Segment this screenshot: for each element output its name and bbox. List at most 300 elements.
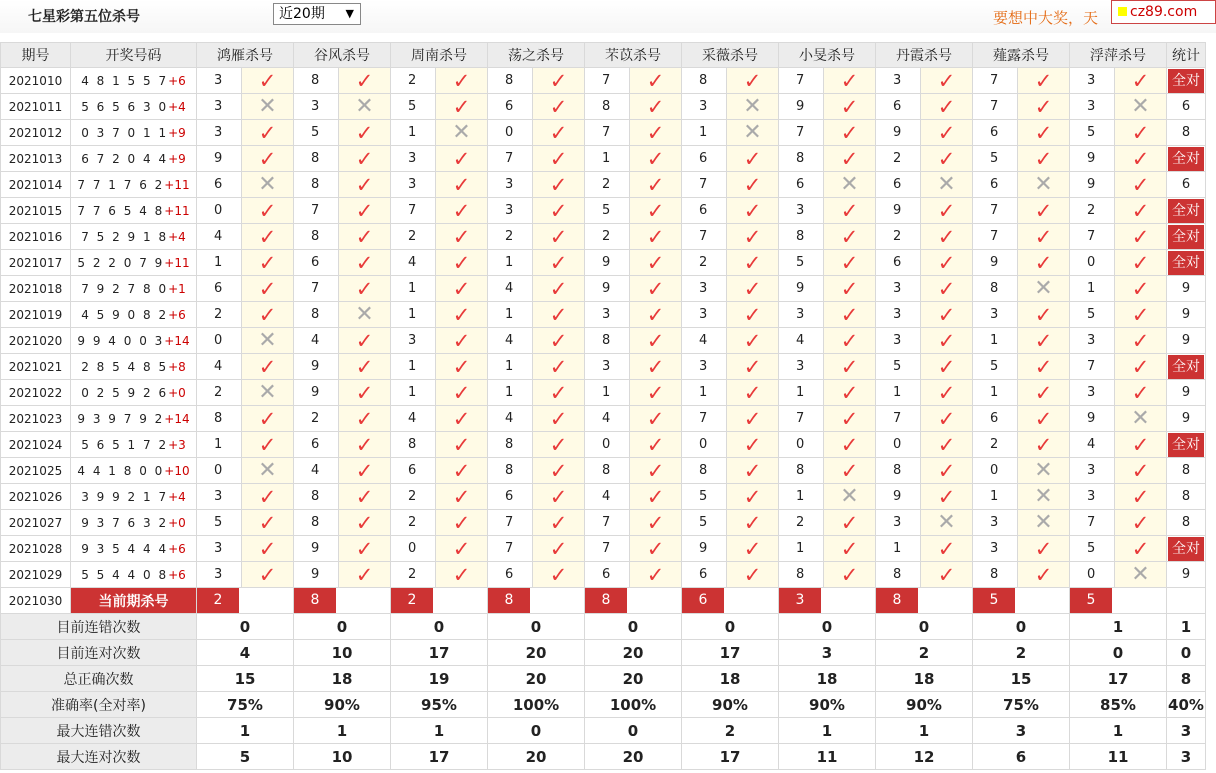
check-icon: ✓ xyxy=(355,328,374,353)
kill-number: 2 xyxy=(197,302,242,328)
summary-value: 100% xyxy=(488,692,585,718)
kill-number: 2 xyxy=(1070,198,1115,224)
kill-number: 3 xyxy=(197,536,242,562)
current-kill-number: 8 xyxy=(585,588,627,613)
result-cell xyxy=(630,562,682,588)
stat-cell xyxy=(1167,562,1206,588)
kill-number: 7 xyxy=(973,198,1018,224)
summary-label: 最大连对次数 xyxy=(1,744,197,770)
result-cell xyxy=(436,458,488,484)
result-cell xyxy=(339,510,391,536)
draw-extra: +11 xyxy=(164,177,190,192)
kill-number: 3 xyxy=(391,146,436,172)
stat-cell xyxy=(1167,536,1206,562)
result-cell xyxy=(727,484,779,510)
check-icon: ✓ xyxy=(1034,328,1053,353)
check-icon: ✓ xyxy=(1034,224,1053,249)
check-icon: ✓ xyxy=(1034,562,1053,587)
draw-extra: +11 xyxy=(164,255,190,270)
draw-extra: +14 xyxy=(164,411,190,426)
check-icon: ✓ xyxy=(937,68,956,93)
check-icon: ✓ xyxy=(646,250,665,275)
table-row xyxy=(1,510,1206,536)
kill-number: 0 xyxy=(488,120,533,146)
check-icon: ✓ xyxy=(743,276,762,301)
stat-cell xyxy=(1167,120,1206,146)
draw-digits: 3 9 9 2 1 7 xyxy=(81,489,169,504)
result-cell xyxy=(727,120,779,146)
current-label: 当前期杀号 xyxy=(71,588,197,614)
result-cell xyxy=(630,276,682,302)
current-kill-cell xyxy=(876,588,973,614)
correct-count: 8 xyxy=(1181,463,1191,478)
summary-label: 最大连错次数 xyxy=(1,718,197,744)
draw-digits: 5 6 5 6 3 0 xyxy=(81,99,169,114)
kill-number: 3 xyxy=(1070,68,1115,94)
result-cell xyxy=(533,406,585,432)
draw-digits: 7 9 2 7 8 0 xyxy=(81,281,169,296)
draw-extra: +4 xyxy=(168,489,186,504)
check-icon: ✓ xyxy=(452,562,471,587)
summary-value: 20 xyxy=(585,666,682,692)
draw-numbers xyxy=(71,224,197,250)
check-icon: ✓ xyxy=(549,250,568,275)
kill-number: 9 xyxy=(1070,172,1115,198)
check-icon: ✓ xyxy=(937,432,956,457)
check-icon: ✓ xyxy=(1131,510,1150,535)
period-select[interactable] xyxy=(273,3,361,25)
summary-value: 10 xyxy=(294,640,391,666)
result-cell xyxy=(436,354,488,380)
draw-numbers xyxy=(71,250,197,276)
result-cell xyxy=(533,380,585,406)
correct-count: 9 xyxy=(1181,411,1191,426)
kill-number: 5 xyxy=(682,510,727,536)
check-icon: ✓ xyxy=(646,432,665,457)
site-logo[interactable] xyxy=(1111,0,1216,24)
col-header-expert: 芣苡杀号 xyxy=(585,43,682,68)
kill-number: 2 xyxy=(973,432,1018,458)
kill-number: 1 xyxy=(876,536,921,562)
draw-numbers xyxy=(71,68,197,94)
summary-value: 0 xyxy=(294,614,391,640)
cross-icon: ✕ xyxy=(1131,562,1150,587)
check-icon: ✓ xyxy=(937,94,956,119)
draw-extra: +6 xyxy=(168,307,186,322)
draw-digits: 0 2 5 9 2 6 xyxy=(81,385,169,400)
summary-value: 75% xyxy=(973,692,1070,718)
check-icon: ✓ xyxy=(840,354,859,379)
kill-number: 7 xyxy=(294,276,339,302)
result-cell xyxy=(824,224,876,250)
correct-count: 8 xyxy=(1181,125,1191,140)
summary-value: 18 xyxy=(779,666,876,692)
current-kill-cell xyxy=(585,588,682,614)
summary-value: 2 xyxy=(876,640,973,666)
check-icon: ✓ xyxy=(646,406,665,431)
result-cell xyxy=(339,120,391,146)
correct-count: 6 xyxy=(1181,177,1191,192)
kill-number: 7 xyxy=(876,406,921,432)
issue-number: 2021014 xyxy=(1,172,71,198)
kill-number: 7 xyxy=(1070,354,1115,380)
result-cell xyxy=(242,276,294,302)
summary-row xyxy=(1,744,1206,770)
result-cell xyxy=(1115,276,1167,302)
summary-value: 90% xyxy=(779,692,876,718)
result-cell xyxy=(242,224,294,250)
draw-digits: 4 5 9 0 8 2 xyxy=(81,307,169,322)
kill-number: 7 xyxy=(488,510,533,536)
draw-numbers xyxy=(71,562,197,588)
kill-number: 7 xyxy=(294,198,339,224)
kill-number: 3 xyxy=(682,94,727,120)
check-icon: ✓ xyxy=(840,146,859,171)
current-stat-empty xyxy=(1167,588,1206,614)
check-icon: ✓ xyxy=(743,224,762,249)
check-icon: ✓ xyxy=(549,172,568,197)
col-header-expert: 荡之杀号 xyxy=(488,43,585,68)
check-icon: ✓ xyxy=(355,68,374,93)
draw-extra: +14 xyxy=(164,333,190,348)
check-icon: ✓ xyxy=(743,198,762,223)
kill-number: 3 xyxy=(1070,458,1115,484)
result-cell xyxy=(436,146,488,172)
result-cell xyxy=(630,432,682,458)
result-cell xyxy=(242,432,294,458)
current-kill-cell xyxy=(682,588,779,614)
table-row xyxy=(1,484,1206,510)
chevron-down-icon: ▼ xyxy=(345,7,354,20)
result-cell xyxy=(1018,94,1070,120)
check-icon: ✓ xyxy=(646,484,665,509)
result-cell xyxy=(1115,120,1167,146)
kill-number: 3 xyxy=(197,68,242,94)
result-cell xyxy=(339,250,391,276)
check-icon: ✓ xyxy=(1034,94,1053,119)
issue-number: 2021024 xyxy=(1,432,71,458)
issue-number: 2021018 xyxy=(1,276,71,302)
table-row xyxy=(1,198,1206,224)
check-icon: ✓ xyxy=(258,432,277,457)
check-icon: ✓ xyxy=(1131,172,1150,197)
kill-number: 3 xyxy=(682,302,727,328)
result-cell xyxy=(630,328,682,354)
result-cell xyxy=(533,146,585,172)
table-row xyxy=(1,354,1206,380)
kill-number: 8 xyxy=(876,562,921,588)
draw-numbers xyxy=(71,354,197,380)
kill-number: 6 xyxy=(876,250,921,276)
result-cell xyxy=(242,562,294,588)
result-cell xyxy=(1018,510,1070,536)
kill-number: 5 xyxy=(585,198,630,224)
result-cell xyxy=(1018,146,1070,172)
kill-number: 8 xyxy=(294,510,339,536)
cross-icon: ✕ xyxy=(452,120,471,145)
check-icon: ✓ xyxy=(840,536,859,561)
kill-number: 5 xyxy=(294,120,339,146)
check-icon: ✓ xyxy=(937,120,956,145)
kill-number: 2 xyxy=(391,484,436,510)
result-cell xyxy=(824,328,876,354)
kill-number: 6 xyxy=(973,406,1018,432)
check-icon: ✓ xyxy=(1034,536,1053,561)
summary-label: 准确率(全对率) xyxy=(1,692,197,718)
cross-icon: ✕ xyxy=(840,172,859,197)
correct-count: 8 xyxy=(1181,515,1191,530)
check-icon: ✓ xyxy=(743,510,762,535)
check-icon: ✓ xyxy=(1131,458,1150,483)
result-cell xyxy=(921,432,973,458)
result-cell xyxy=(824,146,876,172)
table-row xyxy=(1,120,1206,146)
summary-value: 1 xyxy=(876,718,973,744)
check-icon: ✓ xyxy=(452,432,471,457)
result-cell xyxy=(824,458,876,484)
result-cell xyxy=(630,510,682,536)
kill-number: 3 xyxy=(197,94,242,120)
kill-number: 1 xyxy=(488,302,533,328)
table-row xyxy=(1,302,1206,328)
check-icon: ✓ xyxy=(549,562,568,587)
kill-number: 5 xyxy=(973,146,1018,172)
check-icon: ✓ xyxy=(549,198,568,223)
check-icon: ✓ xyxy=(258,120,277,145)
draw-digits: 9 3 7 6 3 2 xyxy=(81,515,169,530)
issue-number: 2021015 xyxy=(1,198,71,224)
check-icon: ✓ xyxy=(1034,198,1053,223)
issue-number: 2021020 xyxy=(1,328,71,354)
draw-digits: 7 7 6 5 4 8 xyxy=(77,203,165,218)
kill-number-table xyxy=(0,42,1206,770)
check-icon: ✓ xyxy=(258,536,277,561)
draw-digits: 5 2 2 0 7 9 xyxy=(77,255,165,270)
kill-number: 2 xyxy=(585,172,630,198)
current-kill-number: 8 xyxy=(876,588,918,613)
all-correct-badge: 全对 xyxy=(1168,537,1204,561)
check-icon: ✓ xyxy=(937,328,956,353)
check-icon: ✓ xyxy=(937,536,956,561)
result-cell xyxy=(436,432,488,458)
kill-number: 5 xyxy=(973,354,1018,380)
kill-number: 9 xyxy=(585,250,630,276)
kill-number: 3 xyxy=(197,120,242,146)
check-icon: ✓ xyxy=(743,380,762,405)
result-cell xyxy=(824,354,876,380)
kill-number: 3 xyxy=(876,68,921,94)
check-icon: ✓ xyxy=(549,146,568,171)
draw-extra: +6 xyxy=(168,541,186,556)
result-cell xyxy=(1018,224,1070,250)
result-cell xyxy=(921,250,973,276)
result-cell xyxy=(242,380,294,406)
result-cell xyxy=(824,380,876,406)
check-icon: ✓ xyxy=(452,484,471,509)
kill-number: 3 xyxy=(1070,484,1115,510)
check-icon: ✓ xyxy=(840,328,859,353)
current-kill-number: 8 xyxy=(488,588,530,613)
kill-number: 8 xyxy=(294,172,339,198)
check-icon: ✓ xyxy=(1131,536,1150,561)
result-cell xyxy=(824,406,876,432)
kill-number: 8 xyxy=(585,458,630,484)
summary-value: 12 xyxy=(876,744,973,770)
cross-icon: ✕ xyxy=(355,302,374,327)
check-icon: ✓ xyxy=(452,536,471,561)
check-icon: ✓ xyxy=(840,510,859,535)
result-cell xyxy=(727,432,779,458)
kill-number: 1 xyxy=(779,536,824,562)
check-icon: ✓ xyxy=(1034,354,1053,379)
kill-number: 2 xyxy=(294,406,339,432)
check-icon: ✓ xyxy=(258,68,277,93)
result-cell xyxy=(1018,172,1070,198)
result-cell xyxy=(436,536,488,562)
draw-numbers xyxy=(71,198,197,224)
check-icon: ✓ xyxy=(1131,198,1150,223)
kill-number: 1 xyxy=(488,380,533,406)
table-row xyxy=(1,276,1206,302)
result-cell xyxy=(242,458,294,484)
draw-digits: 0 3 7 0 1 1 xyxy=(81,125,169,140)
kill-number: 7 xyxy=(779,68,824,94)
result-cell xyxy=(242,484,294,510)
result-cell xyxy=(533,458,585,484)
result-cell xyxy=(1018,276,1070,302)
kill-number: 0 xyxy=(197,458,242,484)
check-icon: ✓ xyxy=(743,68,762,93)
result-cell xyxy=(921,536,973,562)
kill-number: 9 xyxy=(294,380,339,406)
result-cell xyxy=(727,68,779,94)
check-icon: ✓ xyxy=(1131,484,1150,509)
current-kill-cell xyxy=(779,588,876,614)
check-icon: ✓ xyxy=(1131,224,1150,249)
draw-numbers xyxy=(71,328,197,354)
summary-value: 6 xyxy=(973,744,1070,770)
check-icon: ✓ xyxy=(743,146,762,171)
current-kill-cell xyxy=(391,588,488,614)
draw-digits: 7 5 2 9 1 8 xyxy=(81,229,169,244)
period-select-value: 近20期 xyxy=(279,6,325,22)
check-icon: ✓ xyxy=(549,536,568,561)
check-icon: ✓ xyxy=(258,510,277,535)
result-cell xyxy=(630,146,682,172)
result-cell xyxy=(1115,224,1167,250)
table-row xyxy=(1,458,1206,484)
kill-number: 6 xyxy=(197,276,242,302)
kill-number: 1 xyxy=(488,250,533,276)
kill-number: 7 xyxy=(585,510,630,536)
result-cell xyxy=(630,458,682,484)
result-cell xyxy=(1115,198,1167,224)
col-header-issue: 期号 xyxy=(1,43,71,68)
result-cell xyxy=(436,172,488,198)
summary-value: 0 xyxy=(585,614,682,640)
kill-number: 2 xyxy=(876,224,921,250)
kill-number: 4 xyxy=(197,354,242,380)
check-icon: ✓ xyxy=(1034,250,1053,275)
result-cell xyxy=(242,510,294,536)
result-cell xyxy=(824,120,876,146)
check-icon: ✓ xyxy=(549,380,568,405)
kill-number: 9 xyxy=(779,276,824,302)
check-icon: ✓ xyxy=(840,406,859,431)
check-icon: ✓ xyxy=(840,302,859,327)
cross-icon: ✕ xyxy=(840,484,859,509)
kill-number: 1 xyxy=(197,432,242,458)
kill-number: 8 xyxy=(682,458,727,484)
table-row xyxy=(1,406,1206,432)
result-cell xyxy=(339,224,391,250)
stat-cell xyxy=(1167,198,1206,224)
check-icon: ✓ xyxy=(452,406,471,431)
cross-icon: ✕ xyxy=(355,94,374,119)
table-row xyxy=(1,224,1206,250)
result-cell xyxy=(921,484,973,510)
check-icon: ✓ xyxy=(743,328,762,353)
check-icon: ✓ xyxy=(937,562,956,587)
draw-extra: +1 xyxy=(168,281,186,296)
kill-number: 9 xyxy=(197,146,242,172)
check-icon: ✓ xyxy=(937,146,956,171)
result-cell xyxy=(727,146,779,172)
summary-value: 3 xyxy=(973,718,1070,744)
result-cell xyxy=(242,146,294,172)
draw-numbers xyxy=(71,172,197,198)
stat-cell xyxy=(1167,224,1206,250)
issue-number: 2021013 xyxy=(1,146,71,172)
stat-cell xyxy=(1167,510,1206,536)
result-cell xyxy=(242,536,294,562)
draw-numbers xyxy=(71,536,197,562)
check-icon: ✓ xyxy=(937,354,956,379)
kill-number: 3 xyxy=(391,328,436,354)
result-cell xyxy=(339,536,391,562)
check-icon: ✓ xyxy=(549,328,568,353)
kill-number: 0 xyxy=(1070,250,1115,276)
check-icon: ✓ xyxy=(743,562,762,587)
kill-number: 5 xyxy=(1070,120,1115,146)
kill-number: 1 xyxy=(585,146,630,172)
draw-numbers xyxy=(71,484,197,510)
kill-number: 0 xyxy=(391,536,436,562)
kill-number: 8 xyxy=(779,224,824,250)
result-cell xyxy=(727,224,779,250)
kill-number: 4 xyxy=(585,406,630,432)
issue-number: 2021028 xyxy=(1,536,71,562)
summary-value: 17 xyxy=(391,640,488,666)
result-cell xyxy=(727,562,779,588)
result-cell xyxy=(921,562,973,588)
kill-number: 3 xyxy=(973,302,1018,328)
summary-value: 15 xyxy=(973,666,1070,692)
table-row xyxy=(1,536,1206,562)
result-cell xyxy=(921,328,973,354)
result-cell xyxy=(339,380,391,406)
kill-number: 8 xyxy=(779,146,824,172)
check-icon: ✓ xyxy=(743,432,762,457)
summary-row xyxy=(1,718,1206,744)
kill-number: 9 xyxy=(294,354,339,380)
draw-digits: 2 8 5 4 8 5 xyxy=(81,359,169,374)
summary-value: 3 xyxy=(1167,744,1206,770)
all-correct-badge: 全对 xyxy=(1168,225,1204,249)
kill-number: 9 xyxy=(294,562,339,588)
summary-value: 20 xyxy=(488,640,585,666)
check-icon: ✓ xyxy=(646,68,665,93)
